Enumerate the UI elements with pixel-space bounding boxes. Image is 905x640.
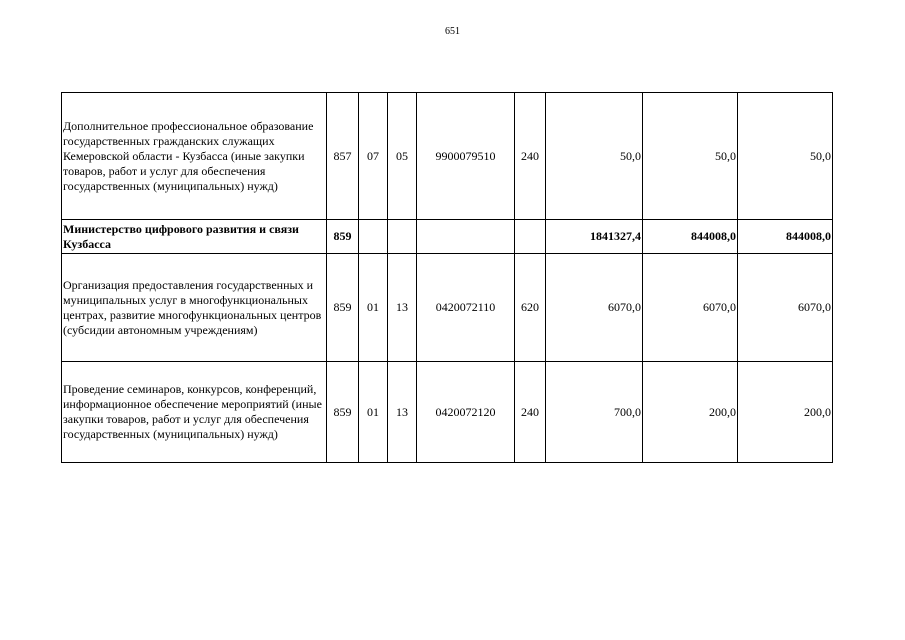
ministry-code: 857 — [327, 93, 359, 220]
row-name: Министерство цифрового развития и связи Кузбасса — [62, 220, 327, 254]
section-code: 07 — [359, 93, 388, 220]
subsection-code: 13 — [388, 254, 417, 362]
sum-year-2: 200,0 — [643, 362, 738, 463]
target-article-code — [417, 220, 515, 254]
sum-year-2: 6070,0 — [643, 254, 738, 362]
page-number: 651 — [445, 26, 460, 37]
expense-kind-code: 240 — [515, 93, 546, 220]
target-article-code: 0420072110 — [417, 254, 515, 362]
expense-kind-code: 620 — [515, 254, 546, 362]
sum-year-2: 844008,0 — [643, 220, 738, 254]
table-row — [62, 93, 833, 220]
sum-year-1: 700,0 — [546, 362, 643, 463]
sum-year-2: 50,0 — [643, 93, 738, 220]
sum-year-3: 50,0 — [738, 93, 833, 220]
table-row — [62, 254, 833, 362]
subsection-code — [388, 220, 417, 254]
sum-year-3: 200,0 — [738, 362, 833, 463]
section-code: 01 — [359, 362, 388, 463]
sum-year-1: 6070,0 — [546, 254, 643, 362]
target-article-code: 9900079510 — [417, 93, 515, 220]
ministry-code: 859 — [327, 220, 359, 254]
row-name: Организация предоставления государственных и муниципальных услуг в многофункциональных центрах, развитие многофункциональных центров (субсидии автономным учреждениям) — [62, 254, 327, 362]
sum-year-1: 50,0 — [546, 93, 643, 220]
sum-year-3: 6070,0 — [738, 254, 833, 362]
row-name: Дополнительное профессиональное образование государственных гражданских служащих Кемеровской области - Кузбасса (иные закупки товаров, работ и услуг для обеспечения государственных (муниципальных) нужд) — [62, 93, 327, 220]
section-code: 01 — [359, 254, 388, 362]
row-name: Проведение семинаров, конкурсов, конференций, информационное обеспечение мероприятий (иные закупки товаров, работ и услуг для обеспечения государственных (муниципальных) нужд) — [62, 362, 327, 463]
budget-table — [61, 92, 833, 463]
section-code — [359, 220, 388, 254]
sum-year-3: 844008,0 — [738, 220, 833, 254]
subsection-code: 05 — [388, 93, 417, 220]
expense-kind-code: 240 — [515, 362, 546, 463]
ministry-code: 859 — [327, 362, 359, 463]
target-article-code: 0420072120 — [417, 362, 515, 463]
table-row — [62, 362, 833, 463]
subsection-code: 13 — [388, 362, 417, 463]
expense-kind-code — [515, 220, 546, 254]
ministry-code: 859 — [327, 254, 359, 362]
sum-year-1: 1841327,4 — [546, 220, 643, 254]
table-row — [62, 220, 833, 254]
